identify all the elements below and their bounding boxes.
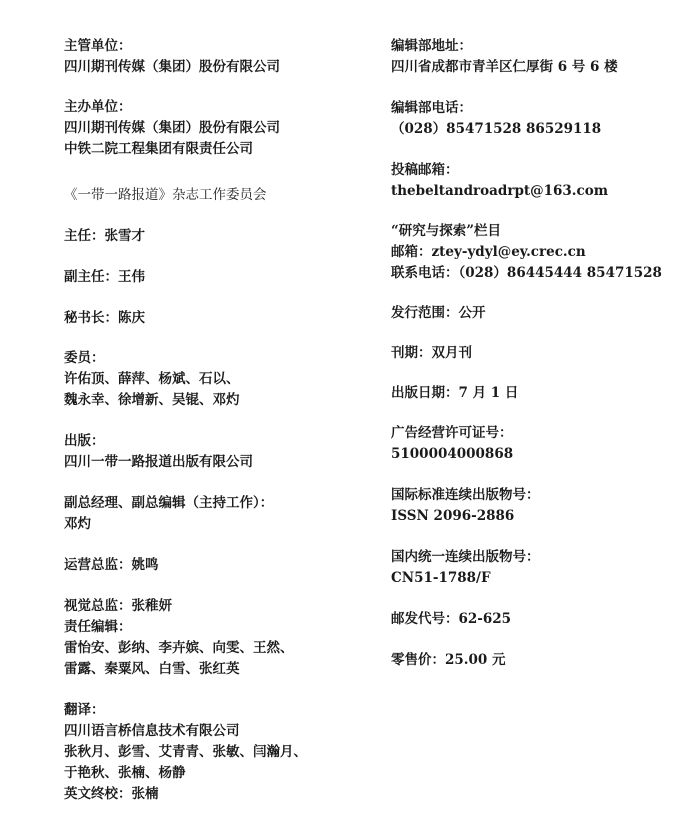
distribution-entry	[391, 303, 691, 324]
deputy-director-text: 副主任：王伟	[64, 269, 145, 285]
supervisor-entry	[64, 36, 374, 78]
translation-company: 四川语言桥信息技术有限公司	[64, 723, 240, 739]
column-title: “研究与探索”栏目	[391, 223, 502, 239]
operations-director-text: 运营总监：姚鸣	[64, 557, 159, 573]
translators-line-2: 于艳秋、张楠、杨静	[64, 765, 186, 781]
cn-value: CN51-1788/F	[391, 570, 491, 586]
address-label: 编辑部地址：	[391, 38, 472, 54]
supervisor-value: 四川期刊传媒（集团）股份有限公司	[64, 59, 280, 75]
phone-label: 编辑部电话：	[391, 100, 472, 116]
committee-entry	[64, 185, 374, 206]
address-entry	[391, 36, 691, 78]
cn-label: 国内统一连续出版物号：	[391, 549, 540, 565]
deputy-director-entry	[64, 267, 374, 288]
members-line-2: 魏永幸、徐增新、吴锟、邓灼	[64, 392, 240, 408]
members-entry	[64, 348, 374, 411]
postal-code-entry	[391, 609, 691, 630]
column-phone: 联系电话：（028）86445444 85471528	[391, 265, 662, 281]
column-contact-entry	[391, 221, 691, 284]
price-entry	[391, 650, 691, 671]
members-line-1: 许佑顶、薛萍、杨斌、石以、	[64, 371, 240, 387]
issn-label: 国际标准连续出版物号：	[391, 487, 540, 503]
translators-line-1: 张秋月、彭雪、艾青青、张敏、闫瀚月、	[64, 744, 307, 760]
supervisor-label: 主管单位：	[64, 38, 132, 54]
frequency-text: 刊期：双月刊	[391, 345, 472, 361]
secretary-general-text: 秘书长：陈庆	[64, 310, 145, 326]
translation-label: 翻译：	[64, 702, 105, 718]
director-text: 主任：张雪才	[64, 228, 145, 244]
frequency-entry	[391, 343, 691, 364]
editors-line-2: 雷露、秦粟风、白雪、张红英	[64, 661, 240, 677]
address-value: 四川省成都市青羊区仁厚街 6 号 6 楼	[391, 59, 618, 75]
sponsor-value-2: 中铁二院工程集团有限责任公司	[64, 141, 253, 157]
visual-and-editors-entry	[64, 596, 374, 680]
translation-entry	[64, 700, 374, 805]
secretary-general-entry	[64, 308, 374, 329]
submission-email-entry	[391, 160, 691, 202]
publish-date-text: 出版日期：7 月 1 日	[391, 385, 519, 401]
issn-entry	[391, 485, 691, 527]
editors-line-1: 雷怡安、彭纳、李卉嫔、向雯、王然、	[64, 640, 294, 656]
distribution-text: 发行范围：公开	[391, 305, 486, 321]
publisher-value: 四川一带一路报道出版有限公司	[64, 454, 253, 470]
visual-director-text: 视觉总监：张稚妍	[64, 598, 172, 614]
sponsor-label: 主办单位：	[64, 99, 132, 115]
cn-entry	[391, 547, 691, 589]
editors-label: 责任编辑：	[64, 619, 132, 635]
committee-title: 《一带一路报道》杂志工作委员会	[64, 187, 267, 203]
phone-value: （028）85471528 86529118	[391, 121, 602, 137]
column-email: 邮箱：ztey-ydyl@ey.crec.cn	[391, 244, 586, 260]
operations-director-entry	[64, 555, 374, 576]
deputy-gm-label: 副总经理、副总编辑（主持工作）：	[64, 495, 274, 511]
sponsor-entry	[64, 97, 374, 160]
director-entry	[64, 226, 374, 247]
issn-value: ISSN 2096-2886	[391, 508, 515, 524]
members-label: 委员：	[64, 350, 105, 366]
masthead-right-column	[391, 36, 691, 671]
deputy-gm-value: 邓灼	[64, 516, 91, 532]
price-text: 零售价：25.00 元	[391, 652, 506, 668]
ad-license-entry	[391, 423, 691, 465]
sponsor-value-1: 四川期刊传媒（集团）股份有限公司	[64, 120, 280, 136]
ad-license-value: 5100004000868	[391, 446, 514, 462]
deputy-gm-entry	[64, 493, 374, 535]
publisher-entry	[64, 431, 374, 473]
postal-code-text: 邮发代号：62-625	[391, 611, 512, 627]
publish-date-entry	[391, 383, 691, 404]
english-proofreader-text: 英文终校：张楠	[64, 786, 159, 802]
phone-entry	[391, 98, 691, 140]
masthead-left-column	[64, 36, 374, 805]
submission-email-label: 投稿邮箱：	[391, 162, 459, 178]
submission-email-value: thebeltandroadrpt@163.com	[391, 183, 609, 199]
ad-license-label: 广告经营许可证号：	[391, 425, 513, 441]
publisher-label: 出版：	[64, 433, 105, 449]
